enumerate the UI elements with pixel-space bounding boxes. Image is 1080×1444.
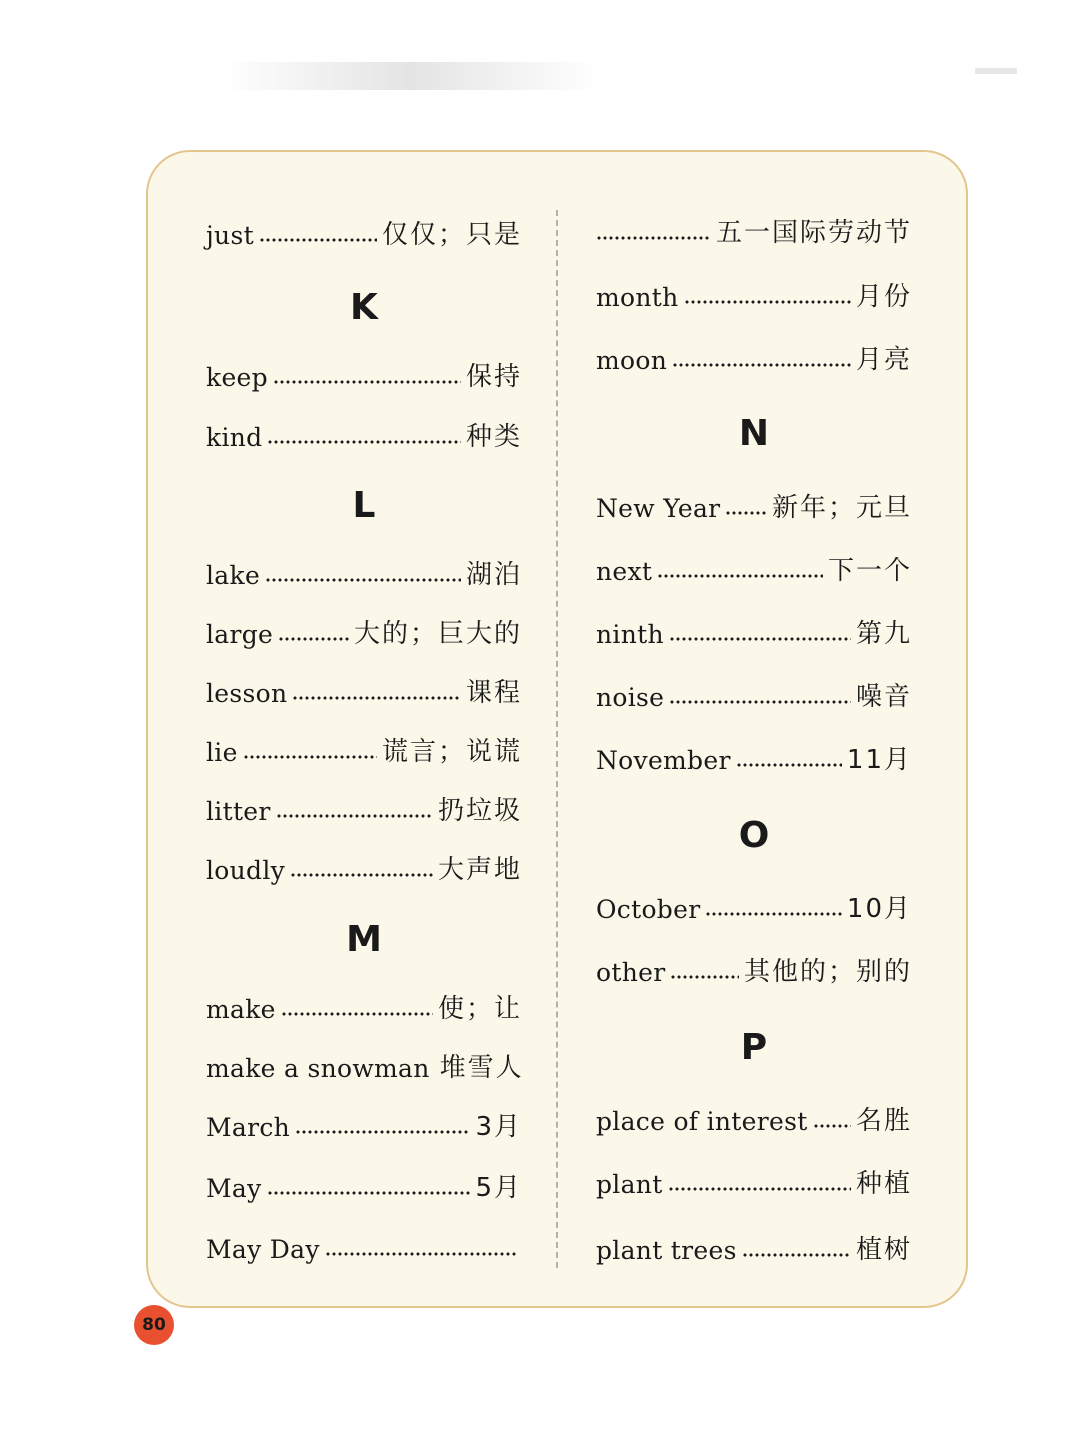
leader-dots [290, 871, 433, 879]
glossary-entry-new-year [596, 481, 912, 521]
glossary-entry-plant-trees [596, 1223, 912, 1263]
entry-word: May Day [206, 1235, 320, 1264]
glossary-entry-october [596, 882, 912, 922]
glossary-entry-november [596, 733, 912, 773]
glossary-entry-just [206, 208, 522, 248]
entry-meaning: 扔垃圾 [437, 796, 522, 826]
leader-dots [684, 298, 851, 306]
glossary-entry-other [596, 945, 912, 985]
glossary-entry-noise [596, 670, 912, 710]
glossary-entry-may-day [206, 1222, 522, 1262]
entry-word: May [206, 1174, 262, 1203]
leader-dots [668, 1185, 851, 1193]
glossary-entry-litter [206, 784, 522, 824]
section-letter-n: N [738, 413, 770, 454]
leader-dots [705, 910, 841, 918]
entry-word: November [596, 746, 731, 775]
entry-word: keep [206, 363, 268, 392]
entry-word: October [596, 895, 701, 924]
entry-word: place of interest [596, 1107, 808, 1136]
scan-edge-mark [975, 68, 1017, 74]
glossary-entry-lie [206, 725, 522, 765]
entry-word: just [206, 221, 254, 250]
entry-meaning: 名胜 [855, 1106, 912, 1136]
leader-dots [259, 236, 377, 244]
leader-dots [657, 572, 823, 580]
leader-dots [669, 698, 851, 706]
entry-meaning: 11月 [846, 745, 912, 775]
glossary-entry-ninth [596, 607, 912, 647]
entry-word: ninth [596, 620, 664, 649]
glossary-entry-month [596, 270, 912, 310]
entry-meaning: 湖泊 [465, 560, 522, 590]
leader-dots [243, 753, 377, 761]
glossary-entry-next [596, 544, 912, 584]
entry-word: moon [596, 346, 668, 375]
leader-dots [596, 234, 711, 242]
glossary-entry-march [206, 1100, 522, 1140]
leader-dots [670, 973, 739, 981]
entry-meaning: 5月 [475, 1173, 522, 1203]
entry-meaning: 五一国际劳动节 [715, 218, 912, 248]
section-letter-p: P [740, 1027, 768, 1068]
entry-meaning: 堆雪人 [439, 1053, 524, 1083]
entry-meaning: 月份 [855, 282, 912, 312]
leader-dots [278, 635, 349, 643]
entry-word: loudly [206, 856, 286, 885]
glossary-entry-plant [596, 1157, 912, 1197]
entry-meaning: 植树 [855, 1235, 912, 1265]
entry-meaning: 大声地 [437, 855, 522, 885]
page-number-badge: 80 [134, 1305, 174, 1345]
leader-dots [273, 378, 461, 386]
entry-word: large [206, 620, 274, 649]
entry-meaning: 其他的；别的 [743, 957, 912, 987]
entry-meaning: 保持 [465, 362, 522, 392]
entry-word: litter [206, 797, 271, 826]
glossary-entry-large [206, 607, 522, 647]
leader-dots [295, 1128, 470, 1136]
entry-meaning: 种类 [465, 422, 522, 452]
entry-meaning: 种植 [855, 1169, 912, 1199]
entry-word: plant trees [596, 1236, 737, 1265]
leader-dots [725, 509, 767, 517]
section-letter-l: L [352, 485, 376, 526]
leader-dots [281, 1010, 433, 1018]
leader-dots [325, 1250, 517, 1258]
entry-word: kind [206, 423, 263, 452]
entry-meaning: 新年；元旦 [771, 493, 912, 523]
entry-meaning: 谎言；说谎 [381, 737, 522, 767]
leader-dots [265, 576, 461, 584]
entry-meaning: 课程 [465, 678, 522, 708]
entry-meaning: 月亮 [855, 345, 912, 375]
entry-meaning: 下一个 [827, 556, 912, 586]
glossary-entry-kind [206, 410, 522, 450]
entry-meaning: 第九 [855, 619, 912, 649]
entry-word: noise [596, 683, 665, 712]
entry-meaning: 3月 [475, 1112, 522, 1142]
column-divider [556, 210, 558, 1268]
entry-meaning: 使；让 [437, 994, 522, 1024]
leader-dots [813, 1122, 851, 1130]
section-letter-k: K [350, 287, 378, 328]
leader-dots [267, 438, 461, 446]
leader-dots [736, 761, 842, 769]
glossary-entry-lake [206, 548, 522, 588]
entry-word: make [206, 995, 276, 1024]
glossary-entry-lesson [206, 666, 522, 706]
entry-meaning: 10月 [846, 894, 912, 924]
entry-meaning: 噪音 [855, 682, 912, 712]
glossary-entry-keep [206, 350, 522, 390]
leader-dots [267, 1189, 471, 1197]
leader-dots [669, 635, 851, 643]
glossary-entry-make [206, 982, 522, 1022]
entry-word: New Year [596, 494, 721, 523]
entry-word: lie [206, 738, 238, 767]
glossary-entry-may [206, 1161, 522, 1201]
entry-word: other [596, 958, 666, 987]
leader-dots [742, 1251, 851, 1259]
entry-word: plant [596, 1170, 663, 1199]
entry-word: lesson [206, 679, 288, 708]
scan-smudge [220, 62, 600, 90]
entry-word: March [206, 1113, 291, 1142]
entry-word: next [596, 557, 653, 586]
entry-word: month [596, 283, 679, 312]
entry-meaning: 大的；巨大的 [353, 619, 522, 649]
glossary-entry-make-a-snowman [206, 1041, 522, 1081]
leader-dots [672, 361, 851, 369]
glossary-entry-may-day-meaning [596, 206, 912, 246]
glossary-entry-loudly [206, 843, 522, 883]
glossary-entry-moon [596, 333, 912, 373]
section-letter-m: M [346, 919, 382, 960]
leader-dots [276, 812, 433, 820]
entry-word: lake [206, 561, 261, 590]
entry-word: make a snowman [206, 1054, 430, 1083]
section-letter-o: O [738, 815, 770, 856]
glossary-entry-place-of-interest [596, 1094, 912, 1134]
entry-meaning: 仅仅；只是 [381, 220, 522, 250]
leader-dots [292, 694, 461, 702]
